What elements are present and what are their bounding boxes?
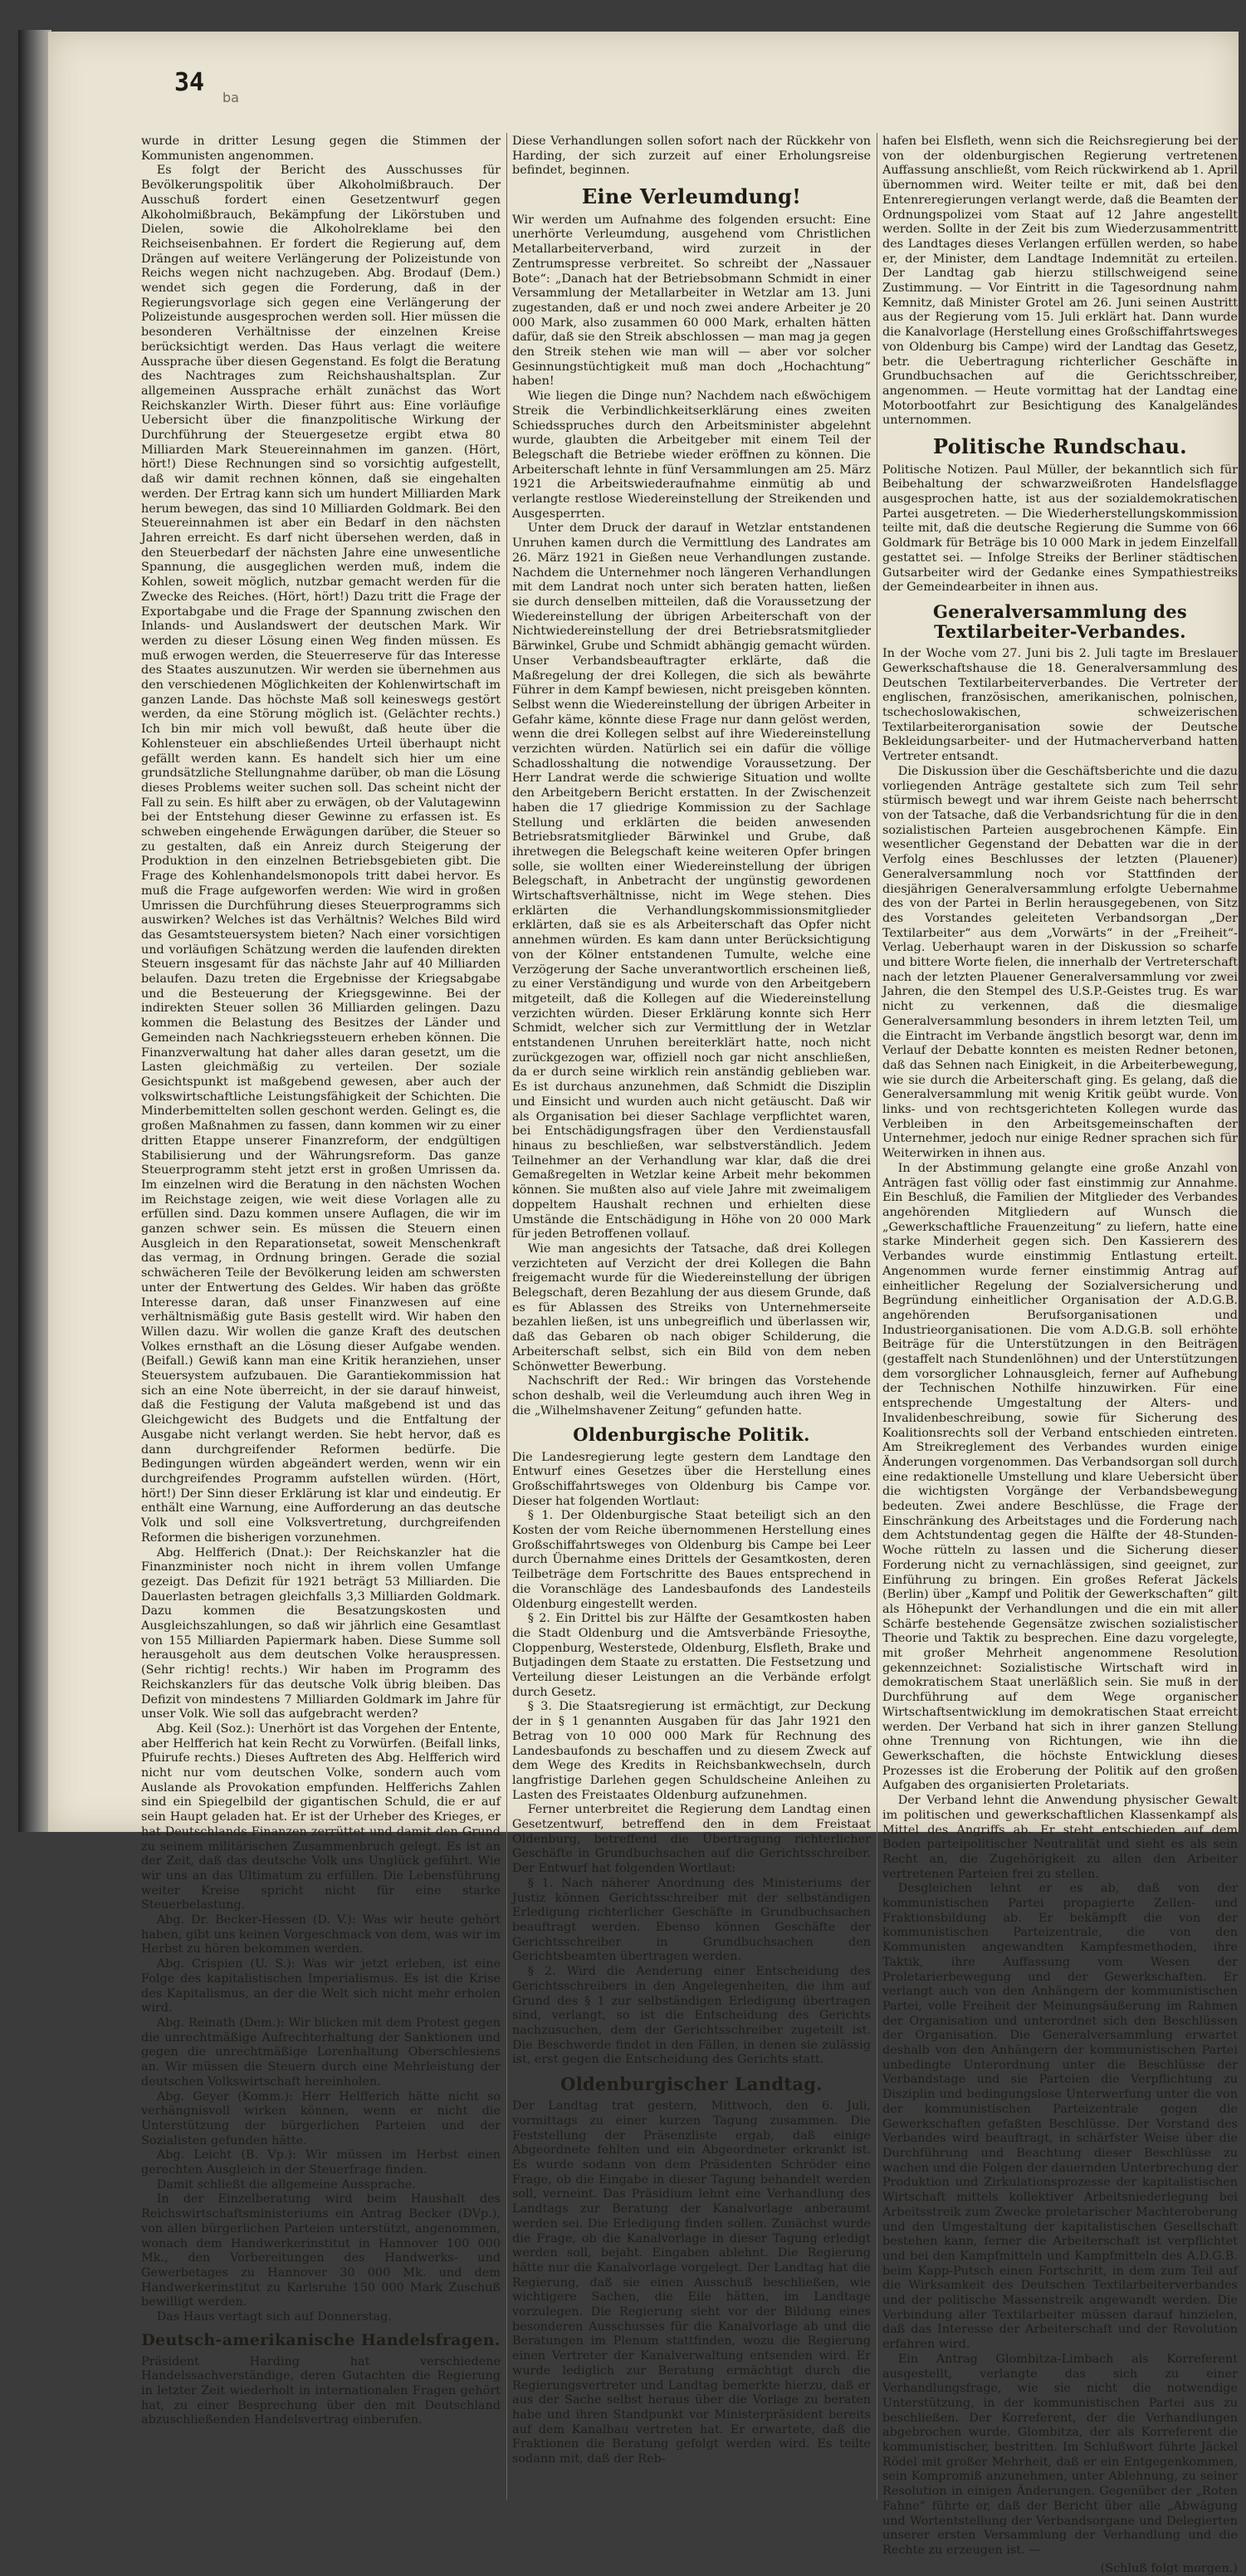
heading-oldenburgische-politik: Oldenburgische Politik. (573, 1424, 810, 1446)
heading-politische-rundschau: Politische Rundschau. (933, 434, 1187, 459)
paragraph: In der Einzelberatung wird beim Haushalt des Reichswirtschaftsministeriums ein Antrag Becker (DVp.), von allen bürgerlichen Parteien unterstützt, angenommen, wonach dem Handwerkerinstitut in Hannover 100 000 Mk., den Vorbereitungen des Handwerks- und Gewerbetages zu Hannover 30 000 Mk. und dem Handwerkerinstitut zu Karlsruhe 150 000 Mark Zuschuß bewilligt werden. (141, 2192, 501, 2309)
paragraph: Abg. Helfferich (Dnat.): Der Reichskanzler hat die Finanzminister noch nicht in ihrem vollen Umfange gezeigt. Das Defizit für 1921 beträgt 53 Milliarden. Die Dauerlasten betragen gleichfalls 3,3 Milliarden Goldmark. Dazu kommen die Besatzungskosten und Ausgleichszahlungen, so daß wir jährlich eine Gesamtlast von 155 Milliarden Papiermark haben. Diese Summe soll herausgeholt aus dem deutschen Volke herauspressen. (Sehr richtig! rechts.) Wir haben im Programm des Reichskanzlers für das deutsche Volk übrig bleiben. Das Defizit von mindestens 7 Milliarden Goldmark im Jahre für unser Volk. Wie soll das aufgebracht werden? (141, 1545, 501, 1721)
column-3-continued (882, 135, 1238, 429)
column-3 (882, 135, 1238, 2575)
section-oldenburgische-politik (512, 1451, 871, 2069)
paragraph: Abg. Crispien (U. S.): Was wir jetzt erleben, ist eine Folge des kapitalistischen Imperialismus. Es ist die Krise des Kapitalismus, an der die Welt sich nicht mehr erholen wird. (141, 1957, 501, 2015)
column-1-after-heading (141, 2355, 501, 2429)
section-eine-verleumdung (512, 213, 871, 1419)
paragraph: Abg. Geyer (Komm.): Herr Helfferich hätte nicht so verhängnisvoll wirken können, wenn er nicht die Unterstützung der bürgerlichen Parteien und der Sozialisten gefunden hätte. (141, 2089, 501, 2147)
paragraph: hafen bei Elsfleth, wenn sich die Reichsregierung bei der von der oldenburgischen Regierung vertretenen Auffassung anschließt, vom Reich rückwirkend ab 1. April übernommen wird. Weiter teilte er mit, daß bei den Entenreregierungen verlangt werde, daß die Beamten der Ordnungspolizei vom Staat auf 12 Jahre angestellt werden. Sollte in der Zeit bis zum Wiederzusammentritt des Landtages dieses Verlangen erfüllen werden, so habe er, der Minister, dem Landtage Indemnität zu erteilen. Der Landtag gab hierzu stillschweigend seine Zustimmung. — Vor Eintritt in die Tagesordnung nahm Kemnitz, daß Minister Grotel am 26. Juni seinen Austritt aus der Regierung vom 15. Juli erklärt hat. Dann wurde die Kanalvorlage (Herstellung eines Großschiffahrtsweges von Oldenburg bis Campe) wird der Landtag das Gesetz, betr. die Uebertragung richterlicher Geschäfte in Grundbuchsachen auf die Gerichtsschreiber, angenommen. — Heute vormittag hat der Landtag eine Motorbootfahrt zur Besichtigung des Kanalgeländes unternommen. (882, 135, 1238, 428)
paragraph: Wie liegen die Dinge nun? Nachdem nach eßwöchigem Streik die Verbindlichkeitserklärung eines zweiten Schiedsspruches durch den Arbeitsminister abgelehnt wurde, glaubten die Arbeitgeber mit einem Teil der Belegschaft die Betriebe wieder eröffnen zu können. Die Arbeiterschaft lehnte in fünf Versammlungen am 25. März 1921 die Arbeitswiederaufnahme einmütig ab und verlangte restlose Wiedereinstellung der Streikenden und Ausgesperrten. (512, 389, 871, 521)
paragraph: Die Landesregierung legte gestern dem Landtage den Entwurf eines Gesetzes über die Herstellung eines Großschiffahrtsweges von Oldenburg bis Campe vor. Dieser hat folgenden Wortlaut: (512, 1450, 871, 1508)
heading-generalversammlung-textilarbeiter: Generalversammlung des Textilarbeiter-Verbandes. (932, 600, 1188, 643)
paragraph: Politische Notizen. Paul Müller, der bekanntlich sich für Beibehaltung der schwarzweißroten Handelsflagge ausgesprochen hatte, ist aus der sozialdemokratischen Partei ausgetreten. — Die Wiederherstellungskommission teilte mit, daß die deutsche Regierung die Summe von 66 Goldmark für Beträge bis 10 000 Mark in jedem Einzelfall gestattet sei. — Infolge Streiks der Berliner städtischen Gutsarbeiter wird der Gedanke eines Sympathiestreiks der Gemeindearbeiter in ihnen aus. (882, 463, 1238, 595)
paragraph: Der Verband lehnt die Anwendung physischer Gewalt im politischen und gewerkschaftlichen Klassenkampf als Mittel des Angriffs ab. Er steht entschieden auf dem Boden parteipolitischer Neutralität und sieht es als sein Recht an, die Zugehörigkeit zu allen den Arbeiter vertretenen Parteien frei zu stellen. (882, 1794, 1238, 1881)
paragraph: wurde in dritter Lesung gegen die Stimmen der Kommunisten angenommen. (141, 135, 501, 163)
column-rule-1 (506, 133, 507, 2500)
paragraph: In der Woche vom 27. Juni bis 2. Juli tagte im Breslauer Gewerkschaftshause die 18. Generalversammlung des Deutschen Textilarbeiterverbandes. Die Vertreter der englischen, französischen, amerikanischen, polnischen, tschechoslowakischen, schweizerischen Textilarbeiterorganisation sowie der Deutsche Bekleidungsarbeiter- und der Hutmacherverband hatten Vertreter entsandt. (882, 647, 1238, 764)
paragraph: Abg. Keil (Soz.): Unerhört ist das Vorgehen der Entente, aber Helfferich hat kein Recht zu Vorwürfen. (Beifall links, Pfuirufe rechts.) Dieses Auftreten des Abg. Helfferich wird nicht nur vom deutschen Volke, sondern auch vom Auslande als Provokation empfunden. Helfferichs Zahlen sind ein Spiegelbild der gigantischen Schuld, die er auf sein Haupt geladen hat. Er ist der Urheber des Krieges, er hat Deutschlands Finanzen zerrüttet und damit den Grund zu seinem militärischen Zusammenbruch gelegt. Es ist an der Zeit, daß das deutsche Volk uns Unglück geführt. Wie wir uns an das Ultimatum zu erfüllen. Die Lebensführung weiter Kreise spricht nicht für eine starke Steuerbelastung. (141, 1721, 501, 1912)
page-number-annotation: ba (222, 90, 239, 105)
paragraph: Nachschrift der Red.: Wir bringen das Vorstehende schon deshalb, weil die Verleumdung auch ihren Weg in die „Wilhelmshavener Zeitung“ gefunden hatte. (512, 1374, 871, 1418)
continuation-note: (Schluß folgt morgen.) (1100, 2561, 1238, 2575)
column-2 (512, 135, 871, 2501)
paragraph: Präsident Harding hat verschiedene Handelssachverständige, deren Gutachten die Regierung in letzter Zeit wiederholt in internationalen Fragen gehört hat, zu einer Besprechung über den mit Deutschland abzuschließenden Handelsvertrag einberufen. (141, 2354, 501, 2427)
paragraph: Der Landtag trat gestern, Mittwoch, den 6. Juli, vormittags zu einer kurzen Tagung zusammen. Die Feststellung der Präsenzliste ergab, daß einige Abgeordnete fehlten und ein Abgeordneter erkrankt ist. Es wurde sodann von dem Präsidenten Schröder eine Frage, ob die Eingabe in dieser Tagung behandelt werden soll, verneint. Das Präsidium lehnt eine Verhandlung des Landtags zur Beratung der Kanalvorlage anberaumt werden sei. Die Erledigung finden sollen. Zunächst wurde die Frage, ob die Kanalvorlage in dieser Tagung erledigt werden soll, bejaht. Eingaben ablehnt. Die Regierung hätte nur die Kanalvorlage vorgelegt. Der Landtag hat die Regierung, daß sie einen Ausschuß beschließen, wie wichtigere Sachen, die Eile hätten, im Landtage vorzulegen. Die Regierung sieht vor der Bildung eines besonderen Ausschusses für die Kanalvorlage ab und die Beratungen im Plenum stattfinden, wozu die Regierung einen Vertreter der Kanalverwaltung entsenden wird. Er wurde lediglich zur Beratung ermächtigt durch die Regierungsvertreter und Landtag bemerkte hierzu, daß er aus der Sache selbst heraus über die Vorlage zu beraten habe und ihren Standpunkt vor Ministerpräsident bereits auf dem Kanalbau vertreten hat. Er erwartete, daß die Fraktionen die Beratung gefolgt werden wird. Es teilte sodann mit, daß der Reb- (512, 2099, 871, 2466)
book-spine (18, 30, 51, 1832)
paragraph: Abg. Leicht (B. Vp.): Wir müssen im Herbst einen gerechten Ausgleich in der Steuerfrage finden. (141, 2148, 501, 2177)
paragraph: Ferner unterbreitet die Regierung dem Landtag einen Gesetzentwurf, betreffend den in dem Freistaat Oldenburg, betreffend die Übertragung richterlicher Geschäfte in Grundbuchsachen auf die Gerichtsschreiber. Der Entwurf hat folgenden Wortlaut: (512, 1803, 871, 1876)
paragraph: Wie man angesichts der Tatsache, daß drei Kollegen verzichteten auf Verzicht der drei Kollegen die Bahn freigemacht wurde für die Wiedereinstellung der übrigen Belegschaft, deren Bezahlung der aus diesem Grunde, daß es für Ablassen des Streiks von Unternehmerseite bezahlen ließen, ist uns unbegreiflich und überlassen wir, daß das Gebaren ob nach obiger Schilderung, die Arbeiterschaft selbst, sich ein Bild von dem neben Schönwetter Bewerbung. (512, 1241, 871, 1374)
paragraph: § 1. Nach näherer Anordnung des Ministeriums der Justiz können Gerichtsschreiber mit der selbständigen Erledigung richterlicher Geschäfte in Grundbuchsachen beauftragt werden. Ebenso können Geschäfte der Gerichtsschreiber in Grundbuchsachen den Gerichtsbeamten übertragen werden. (512, 1876, 871, 1964)
paragraph: Es folgt der Bericht des Ausschusses für Bevölkerungspolitik über Alkoholmißbrauch. Der Ausschuß fordert einen Gesetzentwurf gegen Alkoholmißbrauch, Bekämpfung der Likörstuben und Dielen, sowie die Alkoholreklame bei den Reichseisenbahnen. Er fordert die Regierung auf, dem Drängen auf weitere Verlängerung der Polizeistunde von Reichs wegen nicht nachzugeben. Abg. Brodauf (Dem.) wendet sich gegen die Forderung, daß in der Regierungsvorlage sich gegen eine Verlängerung der Polizeistunde ausgesprochen werden soll. Hier müssen die besonderen Verhältnisse der einzelnen Kreise berücksichtigt werden. Das Haus verlagt die weitere Aussprache über diesen Gegenstand. Es folgt die Beratung des Nachtrages zum Reichshaushaltsplan. Zur allgemeinen Aussprache erhält zunächst das Wort Reichskanzler Wirth. Dieser führt aus: Eine vorläufige Uebersicht über die finanzpolitische Wirkung der Durchführung der Steuergesetze ergibt etwa 80 Milliarden Mark Steuereinnahmen im ganzen. (Hört, hört!) Diese Rechnungen sind so vorsichtig aufgestellt, daß wir damit rechnen können, daß sie eingehalten werden. Der Ertrag kann sich um hundert Milliarden Mark herum bewegen, das sind 10 Milliarden Goldmark. Bei den Steuereinnahmen ist aber ein Bedarf in den nächsten Jahren erreicht. Es darf nicht übersehen werden, daß in den Steuerbedarf der nächsten Jahre eine unwesentliche Spannung, die ausgeglichen werden muß, indem die Kohlen, soweit möglich, nutzbar gemacht werden für die Zwecke des Reiches. (Hört, hört!) Dazu tritt die Frage der Exportabgabe und die Frage der Spannung zwischen den Inlands- und Auslandswert der deutschen Mark. Wir werden zu dieser Lösung einen Weg finden müssen. Es muß erwogen werden, die Steuerreserve für das Interesse des Staates auszunutzen. Wir werden sie übernehmen aus den verschiedenen Möglichkeiten der Kohlenwirtschaft im ganzen Lande. Das höchste Maß soll keineswegs gestört werden, da eine Störung möglich ist. (Gelächter rechts.) Ich bin mir mich voll bewußt, daß heute über die Kohlensteuer ein abschließendes Urteil überhaupt nicht gefällt werden kann. Es handelt sich hier um eine grundsätzliche Stellungnahme darüber, ob man die Lösung dieses Problems weiter suchen soll. Das scheint nicht der Fall zu sein. Es hilft aber zu erwägen, ob der Valutagewinn bei der Entstehung dieser Gewinne zu erfassen ist. Es schweben eingehende Erwägungen darüber, die Steuer so zu gestalten, daß ein Anreiz durch Steigerung der Produktion in den einzelnen Betriebsgebieten gibt. Die Frage des Kohlenhandelsmonopols tritt dabei hervor. Es muß die Frage aufgeworfen werden: Wie wird in großen Umrissen die Durchführung dieses Steuerprogramms sich auswirken? Welches ist das Verhältnis? Welches Bild wird das Gesamtsteuersystem bieten? Nach einer vorsichtigen und vorläufigen Schätzung werden die laufenden direkten Steuern insgesamt für das nächste Jahr auf 40 Milliarden belaufen. Dazu treten die Ergebnisse der Kriegsabgabe und die Besteuerung der Kriegsgewinne. Bei der indirekten Steuer sollen 36 Milliarden gelingen. Dazu kommen die Belastung des Besitzes der Länder und Gemeinden nach Nachkriegssteuern erheben können. Die Finanzverwaltung hat daher alles daran gesetzt, um die Lasten gleichmäßig zu verteilen. Der soziale Gesichtspunkt ist maßgebend gewesen, aber auch der volkswirtschaftliche Leistungsfähigkeit der Schichten. Die Minderbemittelten sollen geschont werden. Gelingt es, die großen Maßnahmen zu fassen, dann kommen wir zu einer dritten Etappe unserer Finanzreform, der endgültigen Stabilisierung und der Währungsreform. Das ganze Steuerprogramm steht jetzt erst in großen Umrissen da. Im einzelnen wird die Beratung in den nächsten Wochen im Reichstage zeigen, wie weit diese Vorlagen alle zu erfüllen sind. Dazu kommen unsere Auflagen, die wir im ganzen schwer sein. Es müssen die Steuern einen Ausgleich in den Reparationsetat, soweit Menschenkraft das vermag, in Ordnung bringen. Gerade die sozial schwächeren Teile der Bevölkerung leiden am schwersten unter der Entwertung des Geldes. Wir haben das größte Interesse daran, daß unser Finanzwesen auf eine verhältnismäßig gute Basis gestellt wird. Wir haben den Willen dazu. Wir wollen die ganze Kraft des deutschen Volkes ernsthaft an die Lösung dieser Aufgabe wenden. (Beifall.) Gewiß kann man eine Kritik heranziehen, unser Steuersystem aufzubauen. Die Garantiekommission hat sich an eine Note überreicht, in der sie darauf hinweist, daß die Festigung der Valuta maßgebend ist und das Gleichgewicht des Budgets und die Entfaltung der Ausgabe nicht verlangt werden. Sie hebt hervor, daß es dann durchgreifender Reformen bedürfe. Die Bedingungen würden abgeändert werden, wenn wir ein durchgreifendes Programm aufstellen würden. (Hört, hört!) Der Sinn dieser Erklärung ist klar und eindeutig. Er enthält eine Warnung, eine Aufforderung an das deutsche Volk und soll eine Volksvertretung, durchgreifenden Reformen die bisherigen vorzunehmen. (141, 164, 501, 1545)
paragraph: Abg. Reinath (Dem.): Wir blicken mit dem Protest gegen die unrechtmäßige Aufrechterhaltung der Sanktionen und gegen die unrechtmäßige Lorenhaltung Oberschlesiens an. Wir müssen die Steuern durch eine Mehrleistung der deutschen Volkswirtschaft hereinholen. (141, 2016, 501, 2089)
paragraph: Das Haus vertagt sich auf Donnerstag. (156, 2310, 392, 2324)
paragraph: Abg. Dr. Becker-Hessen (D. V.): Was wir heute gehört haben, gibt uns keinen Vorgeschmack von dem, was wir im Herbst zu hören bekommen werden. (141, 1913, 501, 1956)
paragraph: § 2. Ein Drittel bis zur Hälfte der Gesamtkosten haben die Stadt Oldenburg und die Amtsverbände Friesoythe, Cloppenburg, Westerstede, Oldenburg, Elsfleth, Brake und Butjadingen dem Staate zu erstatten. Die Festsetzung und Verteilung dieser Leistungen an die Verbände erfolgt durch Gesetz. (512, 1612, 871, 1699)
paragraph: Wir werden um Aufnahme des folgenden ersucht: Eine unerhörte Verleumdung, ausgehend vom Christlichen Metallarbeiterverband, wird zurzeit in der Zentrumspresse verbreitet. So schreibt der „Nassauer Bote“: „Danach hat der Betriebsobmann Schmidt in einer Versammlung der Metallarbeiter in Wetzlar am 13. Juni zugestanden, daß er und noch zwei andere Arbeiter je 20 000 Mark, also zusammen 60 000 Mark, erhalten hätten dafür, daß sie den Streik abschlossen — man mag ja gegen den Streik stehen wie man will — aber vor solcher Gesinnungstüchtigkeit muß man doch „Hochachtung“ haben! (512, 213, 871, 389)
heading-eine-verleumdung: Eine Verleumdung! (581, 184, 802, 209)
section-oldenburgischer-landtag (512, 2099, 871, 2467)
paragraph: Desgleichen lehnt er es ab, daß von der kommunistischen Partei propagierte Zellen- und Fraktionsbildung ab. Er bekämpft die von der kommunistischen Parteizentrale, die von den Kommunisten angewandten Kampfesmethoden, ihre Taktik, ihre Auffassung vom Wesen der Proletarierbewegung und der Gewerkschaften. Er verlangt auch von den Anhängern der kommunistischen Partei, volle Freiheit der Meinungsäußerung im Rahmen der Organisation und unterordnet sich den Beschlüssen der Organisation. Die Generalversammlung erwartet deshalb von den Anhängern der kommunistischen Partei unbedingte Unterordnung unter die Beschlüsse der Verbandstage und sie Parteien die Verpflichtung zu Disziplin und bedingungslose Unterwerfung unter die von der kommunistischen Parteizentrale gegen die Gewerkschaften gefaßten Beschlüsse. Der Vorstand des Verbandes wird beauftragt, in schärfster Weise über die Durchführung und Beachtung dieser Beschlüsse zu wachen und die Folgen der dauernden Unterbrechung der Produktion und Zirkulationsprozesse der kapitalistischen Wirtschaft mittels kollektiver Arbeitsniederlegung bei Arbeitsstreik zum Zwecke proletarischer Machteroberung und den Umgestaltung der kapitalistischen Gesellschaft bestehen kann, ferner die Arbeiterschaft ist verpflichtet und bei den Kampfmitteln und Kampfmitteln des A.D.G.B. beim Kapp-Putsch einen Fortschritt, in dem zum Teil auf die Wirksamkeit des Deutschen Textilarbeiterverbandes und der politische Massenstreik angewandt werden. Die Verbindung aller Textilarbeiter müssen darauf hinzielen, daß das Interesse der Arbeiterschaft und der Revolution erfahren wird. (882, 1882, 1238, 2352)
paragraph: Damit schließt die allgemeine Aussprache. (156, 2177, 416, 2192)
column-1-body (141, 135, 501, 2325)
page-number: 34 (174, 68, 205, 97)
paragraph: In der Abstimmung gelangte eine große Anzahl von Anträgen fast völlig oder fast einstimmig zur Annahme. Ein Beschluß, die Familien der Mitglieder des Verbandes angehörenden Mitgliedern auf Wunsch die „Gewerkschaftliche Frauenzeitung“ zu liefern, hatte eine starke Minderheit gegen sich. Den Kassierern des Verbandes wurde einstimmig Entlastung erteilt. Angenommen wurde ferner einstimmig Antrag auf einheitlicher Regelung der Sozialversicherung und Begründung einheitlicher Organisation der A.D.G.B. angehörenden Berufsorganisationen und Industrieorganisationen. Die vom A.D.G.B. soll erhöhte Beiträge für die Unterstützungen in den Beiträgen (gestaffelt nach Stundenlöhnen) und der Unterstützungen dem vorsorglicher Lohnausgleich, ferner auf Aufhebung der Technischen Nothilfe hinzuwirken. Für eine entsprechende Umgestaltung der Alters- und Invalidenbeschreibung, sowie für Sicherung des Koalitionsrechts soll der Verband entschieden eintreten. Am Streikreglement des Verbandes wurden einige Änderungen vorgenommen. Das Verbandsorgan soll durch eine redaktionelle Umstellung und klare Uebersicht über die wichtigsten Vorgänge der Verbandsbewegung bedeuten. Zwei andere Beschlüsse, die Frage der Einschränkung des Arbeitstages und die Forderung nach dem Achtstundentag gegen die Hälfte der 48-Stunden-Woche rütteln zu lassen und die Sicherung dieser Forderung nicht zu vernachlässigen, sind geeignet, zur Einführung zu bringen. Ein großes Referat Jäckels (Berlin) über „Kampf und Politik der Gewerkschaften“ gilt als Höhepunkt der Verhandlungen und die ein mit aller Schärfe bestehende Gegensätze zwischen sozialistischer Theorie und Taktik zu besprechen. Eine dazu vorgelegte, mit großer Mehrheit angenommene Resolution gekennzeichnet: Sozialistische Wirtschaft wird in demokratischem Staat unerläßlich sein. Sie muß in der Durchführung auf dem Wege organischer Wirtschaftsentwicklung im demokratischen Staat erreicht werden. Der Verband hat sich in ihrer ganzen Stellung ohne Trennung von Richtungen, wie ihn die Gewerkschaften, die höchste Entwicklung dieses Prozesses ist die Eroberung der Politik auf den großen Aufgaben des organisierten Proletariats. (882, 1161, 1238, 1793)
paragraph: § 1. Der Oldenburgische Staat beteiligt sich an den Kosten der vom Reiche übernommenen Herstellung eines Großschiffahrtsweges von Oldenburg bis Campe bei Leer durch Übernahme eines Drittels der Gesamtkosten, deren Teilbeträge dem Fortschritte des Baues entsprechend in die Voranschläge des Landesbaufonds des Landesteils Oldenburg eingestellt werden. (512, 1509, 871, 1611)
section-generalversammlung (882, 647, 1238, 2558)
paragraph: Unter dem Druck der darauf in Wetzlar entstandenen Unruhen kamen durch die Vermittlung des Landrates am 26. März 1921 in Gießen neue Verhandlungen zustande. Nachdem die Unternehmer noch längeren Verhandlungen mit dem Landrat noch unter sich beraten hatten, ließen sie durch denselben mitteilen, daß die Voraussetzung der Wiedereinstellung der übrigen Arbeiterschaft von der Nichtwiedereinstellung der drei Betriebsratsmitglieder Bärwinkel, Grube und Schmidt abhängig gemacht würden. Unser Verbandsbeauftragter erklärte, daß die Maßregelung der drei Kollegen, die sich als bewährte Führer in dem Kampf bewiesen, nicht preisgeben könnten. Selbst wenn die Wiedereinstellung der übrigen Arbeiter in Gefahr käme, könnte diese Frage nur dann gelöst werden, wenn die drei Kollegen selbst auf ihre Wiedereinstellung verzichten würden. Natürlich sei ein dafür die völlige Schadlosshaltung die notwendige Voraussetzung. Der Herr Landrat werde die schwierige Situation und wollte den Arbeitgebern Bericht erstatten. In der Zwischenzeit haben die 17 gliedrige Kommission zu der Sachlage Stellung und erklärten die beiden anwesenden Betriebsratsmitglieder Bärwinkel und Grube, daß ihretwegen die Belegschaft keine weiteren Opfer bringen solle, sie wollten einer Wiedereinstellung der übrigen Belegschaft, in Anbetracht der ungünstig gewordenen Wirtschaftsverhältnisse, nicht im Wege stehen. Dies erklärten die Verhandlungskommissionsmitglieder erklärten, daß sie es als Arbeiterschaft das Opfer nicht annehmen würden. Es kam dann unter Berücksichtigung von der Kölner entstandenen Tumulte, welche eine Verzögerung der Sache unverantwortlich erscheinen ließ, zu einer Verständigung und wurde von den Arbeitgebern mitgeteilt, daß die Kollegen auf die Wiedereinstellung verzichten würden. Dieser Erklärung konnte sich Herr Schmidt, welcher sich zur Vermittlung der in Wetzlar entstandenen Unruhen bereiterklärt hatte, noch nicht zurückgezogen war, offiziell noch gar nicht anschließen, da er durch seine wirklich rein anständig geblieben war. Es ist durchaus anzunehmen, daß Schmidt die Disziplin und Einsicht und wurden auch nicht getäuscht. Daß wir als Organisation bei dieser Sachlage verpflichtet waren, bei Entschädigungsfragen über den Verdienstausfall hinaus zu beschließen, war selbstverständlich. Jedem Teilnehmer an der Verhandlung war klar, daß die drei Gemaßregelten in Wetzlar keine Arbeit mehr bekommen können. Sie mußten also auf viele Jahre mit zweimaligem doppeltem Haushalt rechnen und erhielten diese Umstände die Entschädigung in Höhe von 20 000 Mark für jeden Betroffenen vollauf. (512, 522, 871, 1241)
heading-deutsch-amerikanische-handelsfragen: Deutsch-amerikanische Handelsfragen. (141, 2330, 501, 2349)
column-2-intro: Diese Verhandlungen sollen sofort nach der Rückkehr von Harding, der sich zurzeit auf einer Erholungsreise befindet, beginnen. (512, 135, 871, 178)
heading-oldenburgischer-landtag: Oldenburgischer Landtag. (560, 2074, 823, 2095)
paragraph: Die Diskussion über die Geschäftsberichte und die dazu vorliegenden Anträge gestaltete sich zum Teil sehr stürmisch bewegt und war ihrem Geiste nach beherrscht von der Tatsache, daß die Verbandsrichtung für die in den sozialistischen Parteien ausgebrochenen Kämpfe. Ein wesentlicher Gegenstand der Debatten war die in der Verfolg eines Beschlusses der letzten (Plauener) Generalversammlung noch vor Stattfinden der diesjährigen Generalversammlung erfolgte Uebernahme des von der Partei in Berlin herausgegebenen, von Sitz des Vorstandes geleiteten Verbandsorgan „Der Textilarbeiter“ aus dem „Vorwärts“ in der „Freiheit“-Verlag. Ueberhaupt waren in der Diskussion so scharfe und bittere Worte fielen, die innerhalb der Vertreterschaft nach der letzten Plauener Generalversammlung vor zwei Jahren, die den Stempel des U.S.P.-Geistes trug. Es war nicht zu verkennen, daß die diesmalige Generalversammlung besonders in ihrem letzten Teil, um die Eintracht im Verbande ängstlich besorgt war, denn im Verlauf der Debatte konnten es meisten Redner betonen, daß das Sehnen nach Einigkeit, in die Arbeiterbewegung, wie sie durch die Arbeiterschaft ging. Es gelang, daß die Generalversammlung mit wenig Kritik geübt wurde. Von links- und von rechtsgerichteten Kollegen wurde das Verbleiben in den Arbeitsgemeinschaften der Unternehmer, jedoch nur einige Redner sprachen sich für Weiterwirken in ihnen aus. (882, 764, 1238, 1161)
paragraph: Ein Antrag Glombitza-Limbach als Korreferent ausgestellt, verlangte das sich zu einer Verhandlungsfrage, wie sie nicht die notwendige Unterstützung, in der kommunistischen Partei aus zu beschließen. Der Korreferent, der die Verhandlungen abgebrochen wurde. Glombitza, der als Korreferent die kommunistischer, bestritten. Im Schlußwort führte Jäckel Rödel mit großer Mehrheit, daß er ein Entgegenkommen, sein Kompromiß anzunehmen, unter Ablehnung, zu seiner Resolution in einigen Änderungen. Gegenüber der „Roten Fahne“ führte er, daß der Bericht über alle „Abwägung und Wortentstellung der Verbandsorgane und Delegierten unserer ersten Versammlung der Verhandlung und die Rechte zu erzeugen ist. — (882, 2352, 1238, 2557)
column-1 (141, 135, 501, 2501)
section-politische-rundschau (882, 463, 1238, 595)
paragraph: § 2. Wird die Aenderung einer Entscheidung des Gerichtsschreibers in den Angelegenheiten, die ihm auf Grund des § 1 zur selbständigen Erledigung übertragen sind, verlangt, so ist die Entscheidung des Gerichts nachzusuchen, dem der Gerichtsschreiber zugeteilt ist. Die Beschwerde findet in den Fällen, in denen sie zulässig ist, erst gegen die Entscheidung des Gerichts statt. (512, 1965, 871, 2067)
paragraph: § 3. Die Staatsregierung ist ermächtigt, zur Deckung der in § 1 genannten Ausgaben für das Jahr 1921 den Betrag von 10 000 000 Mark für Rechnung des Landesbaufonds zu beschaffen und zu diesem Zweck auf dem Wege des Kredits in Reichsbankwechseln, durch langfristige Darlehen gegen Schuldscheine Anleihen zu Lasten des Freistaates Oldenburg aufzunehmen. (512, 1700, 871, 1802)
